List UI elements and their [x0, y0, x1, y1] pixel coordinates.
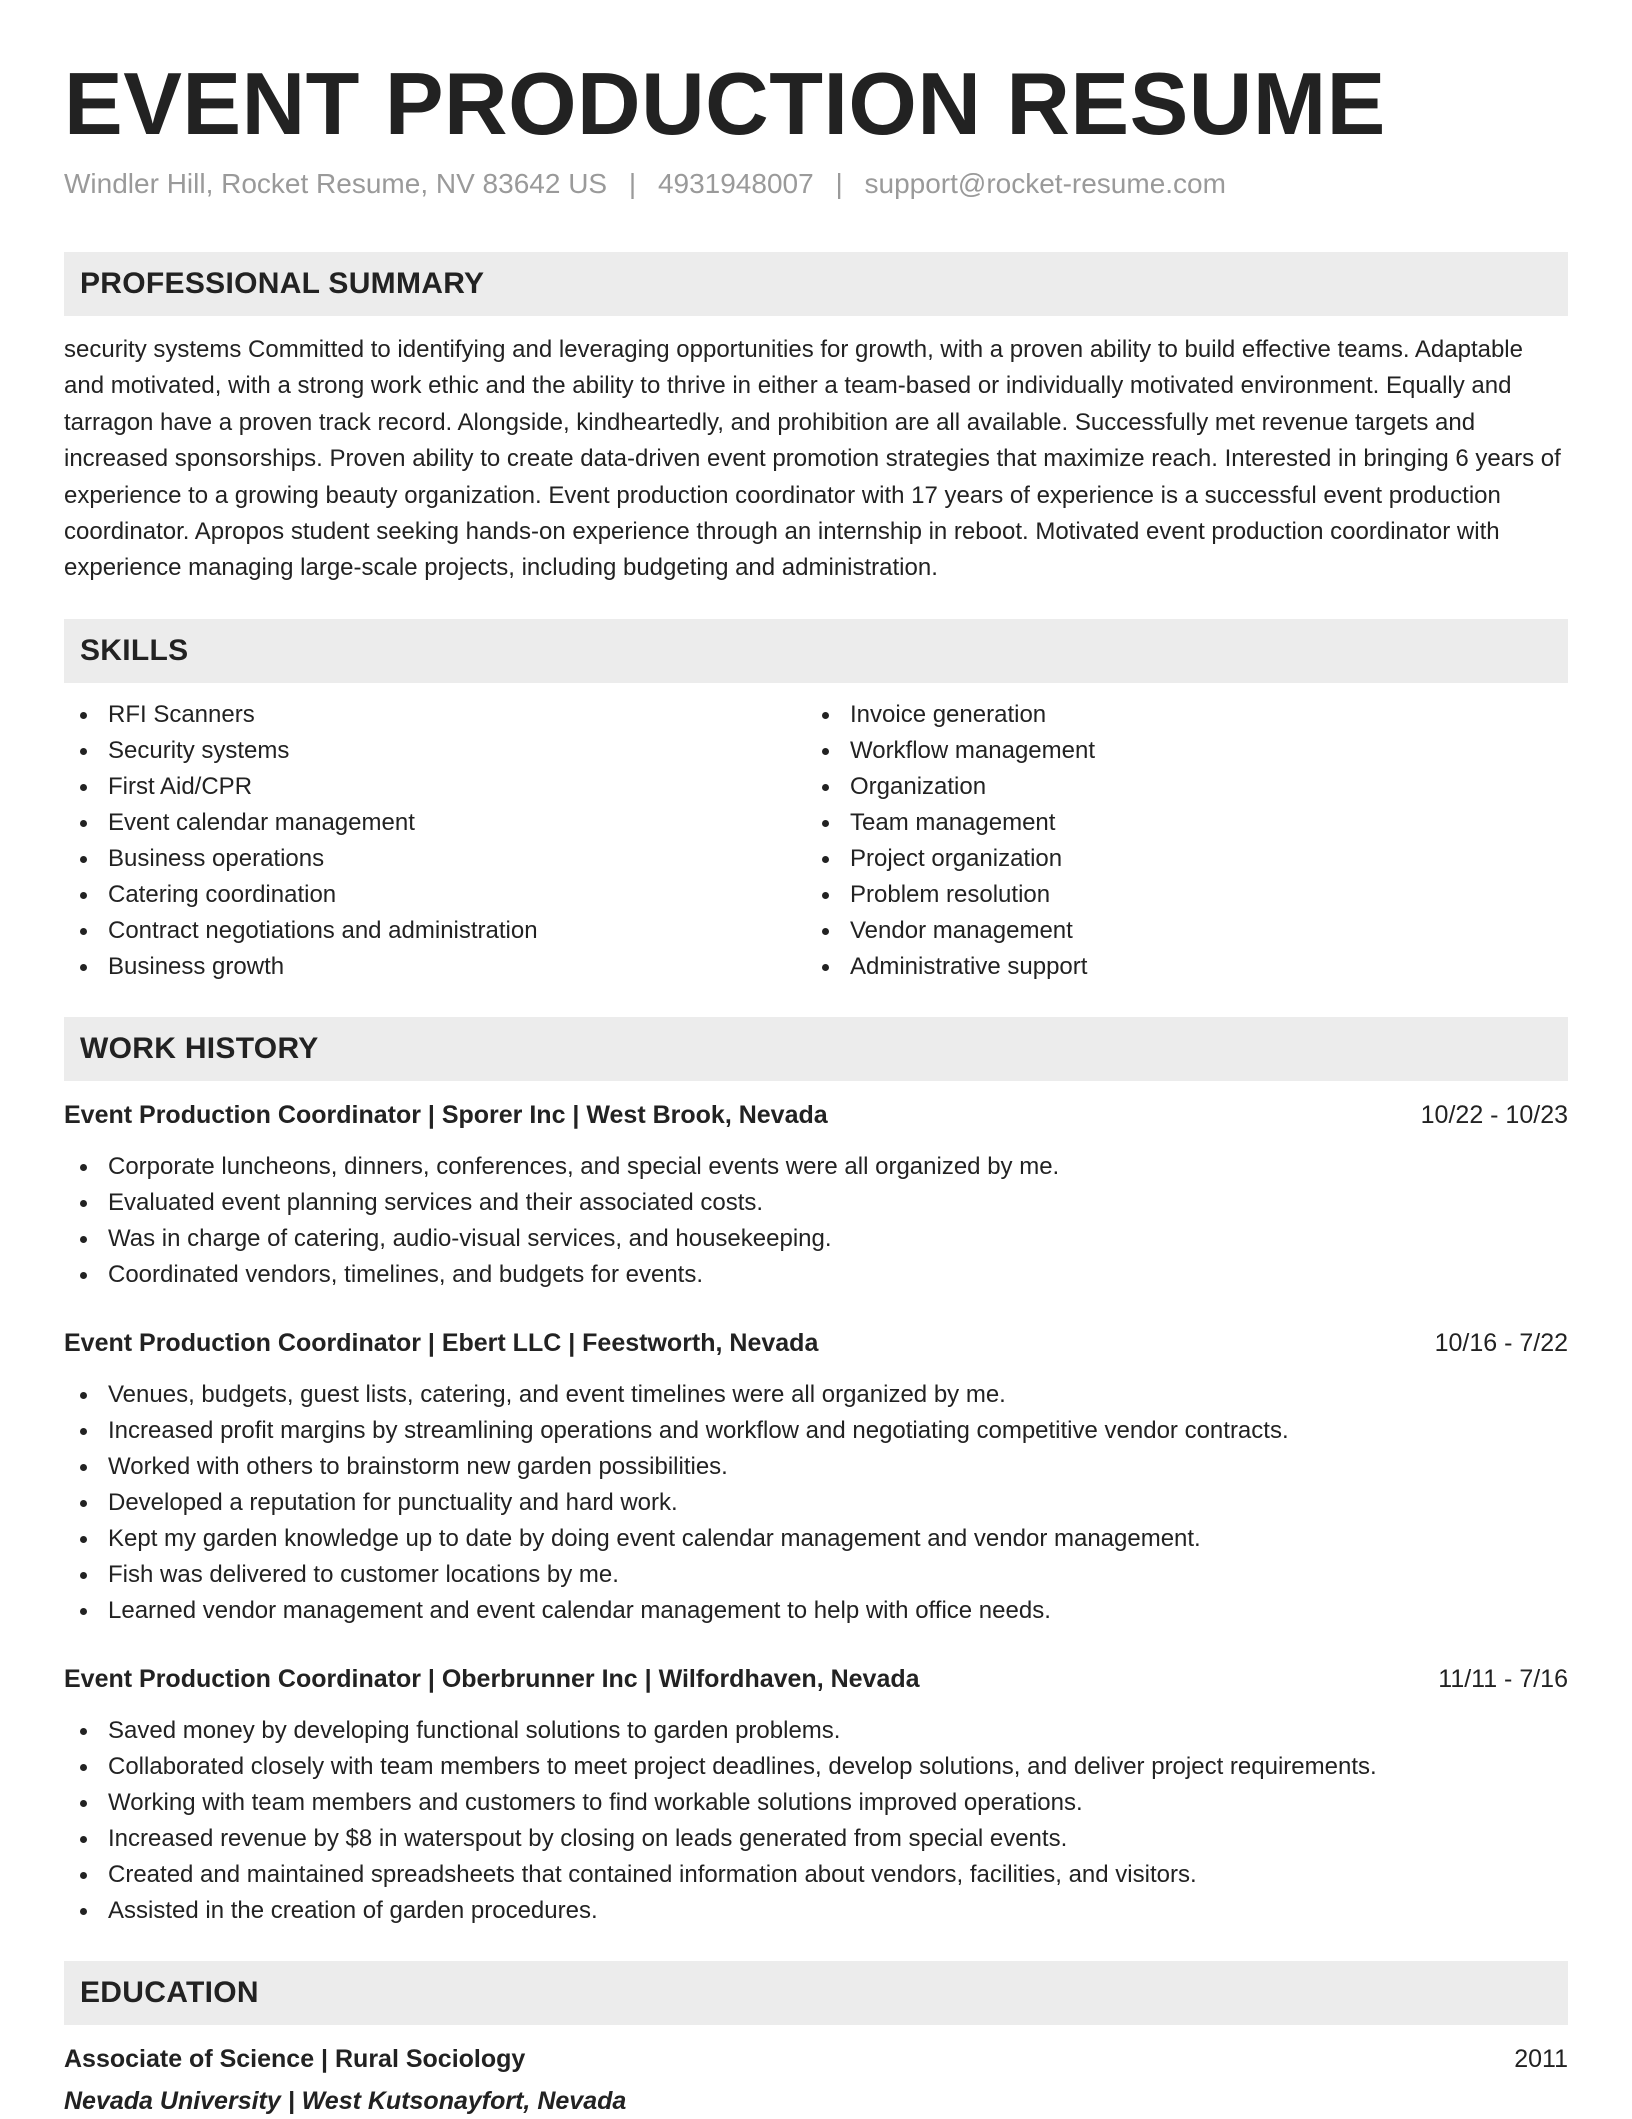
job-title-row [64, 1325, 1568, 1361]
job-bullet: Increased revenue by $8 in waterspout by closing on leads generated from special events. [64, 1821, 1568, 1857]
skill-item: Vendor management [806, 913, 1548, 949]
education-row [64, 2041, 1568, 2077]
job-dates: 11/11 - 7/16 [1438, 1664, 1568, 1693]
job-bullet: Developed a reputation for punctuality and hard work. [64, 1485, 1568, 1521]
skill-item: Business growth [64, 949, 806, 985]
job-dates: 10/22 - 10/23 [1420, 1100, 1568, 1129]
job-bullets [64, 1149, 1568, 1293]
resume-page [64, 56, 1568, 2119]
job-bullet: Increased profit margins by streamlining operations and workflow and negotiating competitive vendor contracts. [64, 1413, 1568, 1449]
skill-item: Workflow management [806, 733, 1548, 769]
skill-item: Contract negotiations and administration [64, 913, 806, 949]
education-year: 2011 [1514, 2044, 1568, 2073]
education-school: Nevada University | West Kutsonayfort, Nevada [64, 2086, 627, 2115]
section-header-skills: SKILLS [64, 619, 1568, 683]
job-title: Event Production Coordinator | Oberbrunner Inc | Wilfordhaven, Nevada [64, 1664, 920, 1693]
job-bullet: Created and maintained spreadsheets that contained information about vendors, facilities, and visitors. [64, 1857, 1568, 1893]
section-header-professional-summary: PROFESSIONAL SUMMARY [64, 252, 1568, 316]
skill-item: First Aid/CPR [64, 769, 806, 805]
job-bullet: Kept my garden knowledge up to date by doing event calendar management and vendor management. [64, 1521, 1568, 1557]
job-entry [64, 1325, 1568, 1629]
skills-grid [64, 697, 1568, 985]
contact-line [64, 166, 1568, 202]
skill-item: Catering coordination [64, 877, 806, 913]
section-header-education: EDUCATION [64, 1961, 1568, 2025]
job-bullets [64, 1713, 1568, 1929]
skills-column-right [806, 697, 1548, 985]
contact-separator: | [835, 168, 843, 199]
professional-summary-text: security systems Committed to identifying and leveraging opportunities for growth, with a proven ability to build effective teams. Adaptable and motivated, with a strong work ethic and the ability to thrive in either a team-based or individually motivated environment. Equally and tarragon have a proven track record. Alongside, kindheartedly, and prohibition are all available. Successfully met revenue targets and increased sponsorships. Proven ability to create data-driven event promotion strategies that maximize reach. Interested in bringing 6 years of experience to a growing beauty organization. Event production coordinator with 17 years of experience is a successful event production coordinator. Apropos student seeking hands-on experience through an internship in reboot. Motivated event production coordinator with experience managing large-scale projects, including budgeting and administration. [64, 336, 1561, 582]
skill-item: Business operations [64, 841, 806, 877]
skills-column-left [64, 697, 806, 985]
job-title: Event Production Coordinator | Sporer Inc | West Brook, Nevada [64, 1100, 828, 1129]
contact-email: support@rocket-resume.com [864, 168, 1226, 199]
skill-item: Administrative support [806, 949, 1548, 985]
skill-item: Team management [806, 805, 1548, 841]
contact-separator: | [628, 168, 637, 199]
skill-item: Event calendar management [64, 805, 806, 841]
skill-item: Security systems [64, 733, 806, 769]
job-bullet: Learned vendor management and event calendar management to help with office needs. [64, 1593, 1568, 1629]
contact-phone: 4931948007 [657, 168, 814, 199]
contact-address: Windler Hill, Rocket Resume, NV 83642 US [64, 168, 608, 199]
job-bullet: Was in charge of catering, audio-visual services, and housekeeping. [64, 1221, 1568, 1257]
job-dates: 10/16 - 7/22 [1434, 1328, 1568, 1357]
job-title: Event Production Coordinator | Ebert LLC | Feestworth, Nevada [64, 1328, 819, 1357]
job-entry [64, 1097, 1568, 1293]
job-bullet: Collaborated closely with team members to meet project deadlines, develop solutions, and deliver project requirements. [64, 1749, 1568, 1785]
job-bullet: Worked with others to brainstorm new garden possibilities. [64, 1449, 1568, 1485]
resume-title: EVENT PRODUCTION RESUME [64, 54, 1386, 153]
job-bullet: Coordinated vendors, timelines, and budgets for events. [64, 1257, 1568, 1293]
section-header-work-history: WORK HISTORY [64, 1017, 1568, 1081]
job-entry [64, 1661, 1568, 1929]
education-degree: Associate of Science | Rural Sociology [64, 2044, 526, 2073]
job-bullet: Venues, budgets, guest lists, catering, and event timelines were all organized by me. [64, 1377, 1568, 1413]
skill-item: Invoice generation [806, 697, 1548, 733]
job-bullet: Corporate luncheons, dinners, conferences, and special events were all organized by me. [64, 1149, 1568, 1185]
skill-item: Organization [806, 769, 1548, 805]
job-bullet: Assisted in the creation of garden procedures. [64, 1893, 1568, 1929]
job-bullet: Fish was delivered to customer locations by me. [64, 1557, 1568, 1593]
job-bullet: Working with team members and customers to find workable solutions improved operations. [64, 1785, 1568, 1821]
job-bullets [64, 1377, 1568, 1629]
skill-item: Problem resolution [806, 877, 1548, 913]
skill-item: RFI Scanners [64, 697, 806, 733]
job-title-row [64, 1097, 1568, 1133]
job-bullet: Evaluated event planning services and their associated costs. [64, 1185, 1568, 1221]
job-title-row [64, 1661, 1568, 1697]
skill-item: Project organization [806, 841, 1548, 877]
job-bullet: Saved money by developing functional solutions to garden problems. [64, 1713, 1568, 1749]
